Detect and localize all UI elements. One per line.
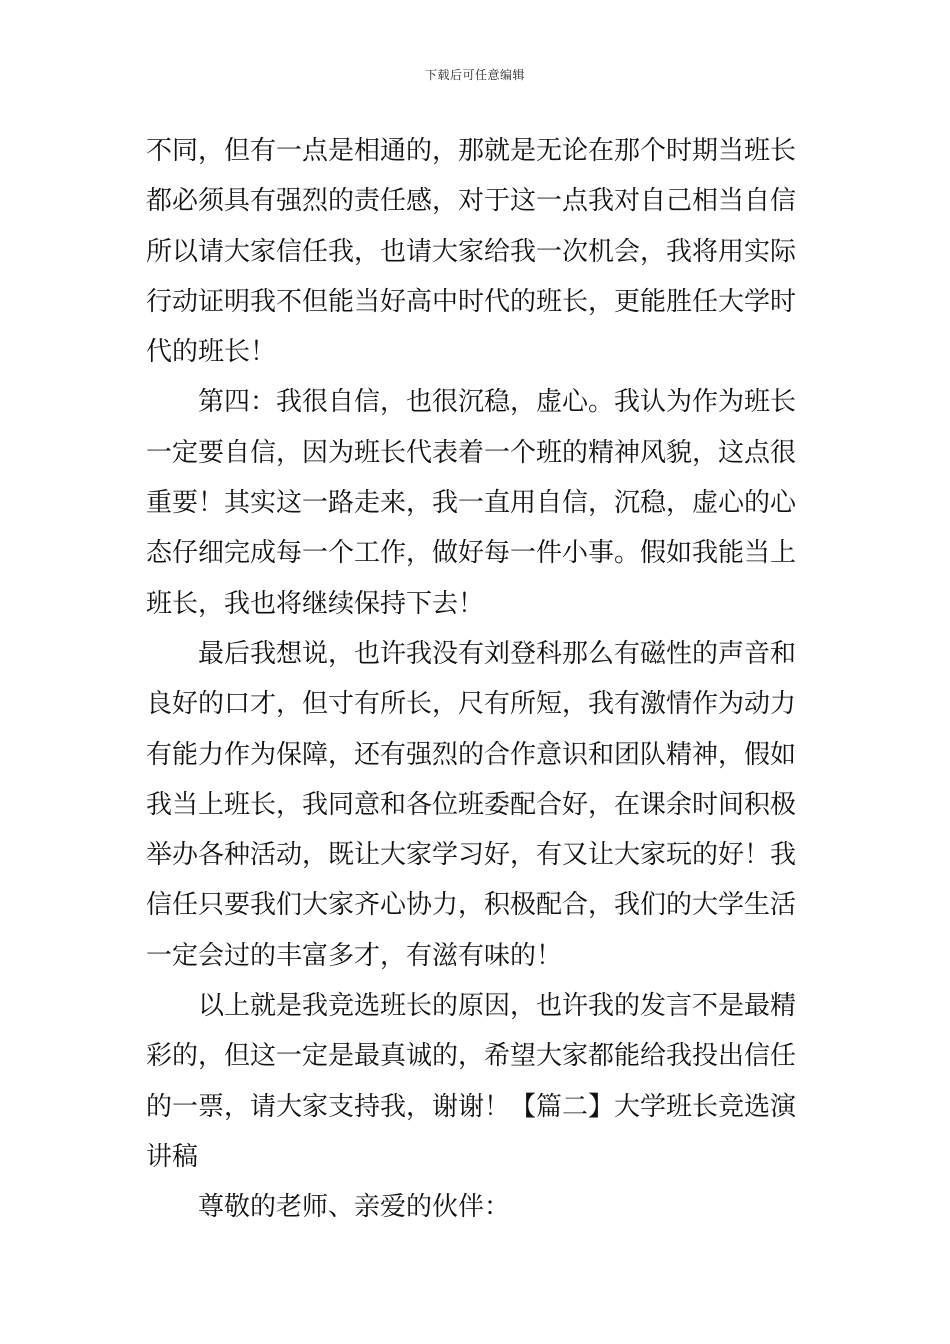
- text-line: 有能力作为保障，还有强烈的合作意识和团队精神，假如: [146, 739, 797, 770]
- text-line: 的一票，请大家支持我，谢谢！【篇二】大学班长竞选演: [146, 1091, 797, 1122]
- text-line: 举办各种活动，既让大家学习好，有又让大家玩的好！我: [146, 840, 797, 871]
- text-line: 都必须具有强烈的责任感，对于这一点我对自己相当自信: [146, 186, 797, 217]
- text-line: 讲稿: [146, 1141, 199, 1172]
- text-line: 班长，我也将继续保持下去！: [146, 588, 485, 619]
- header-note: 下载后可任意编辑: [424, 68, 525, 82]
- document-body: [146, 126, 811, 1233]
- text-line: 信任只要我们大家齐心协力，积极配合，我们的大学生活: [146, 890, 797, 921]
- text-line: 一定会过的丰富多才，有滋有味的！: [146, 940, 563, 971]
- text-line: 重要！其实这一路走来，我一直用自信，沉稳，虚心的心: [146, 488, 797, 519]
- paragraph-start-line: 最后我想说，也许我没有刘登科那么有磁性的声音和: [198, 638, 797, 669]
- text-line: 良好的口才，但寸有所长，尺有所短，我有激情作为动力: [146, 689, 797, 720]
- text-line: 所以请大家信任我，也请大家给我一次机会，我将用实际: [146, 236, 797, 267]
- text-line: 我当上班长，我同意和各位班委配合好，在课余时间积极: [146, 789, 797, 820]
- paragraph-start-line: 第四：我很自信，也很沉稳，虚心。我认为作为班长: [198, 387, 797, 418]
- salutation-line: 尊敬的老师、亲爱的伙伴：: [198, 1192, 511, 1223]
- text-line: 代的班长！: [146, 337, 277, 368]
- text-line: 彩的，但这一定是最真诚的，希望大家都能给我投出信任: [146, 1041, 797, 1072]
- paragraph-start-line: 以上就是我竞选班长的原因，也许我的发言不是最精: [198, 991, 797, 1022]
- text-line: 态仔细完成每一个工作，做好每一件小事。假如我能当上: [146, 538, 797, 569]
- text-line: 行动证明我不但能当好高中时代的班长，更能胜任大学时: [146, 286, 797, 317]
- text-line: 一定要自信，因为班长代表着一个班的精神风貌，这点很: [146, 437, 797, 468]
- text-line: 不同，但有一点是相通的，那就是无论在那个时期当班长: [146, 136, 797, 166]
